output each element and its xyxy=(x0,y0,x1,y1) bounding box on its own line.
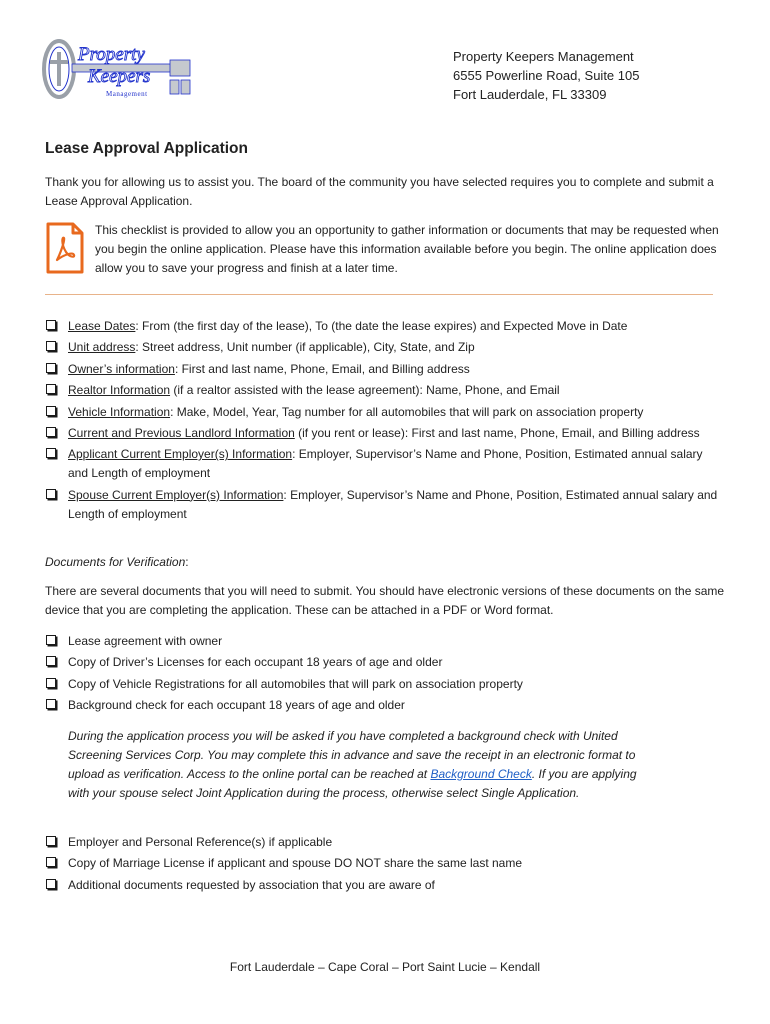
item-text: : First and last name, Phone, Email, and Billing address xyxy=(174,361,470,376)
additional-documents-checklist xyxy=(45,833,725,897)
pdf-file-icon xyxy=(45,222,85,274)
city-state-zip: Fort Lauderdale, FL 33309 xyxy=(453,87,607,102)
divider xyxy=(45,294,713,295)
checklist-item xyxy=(45,403,725,422)
item-label: Lease Dates xyxy=(68,319,136,333)
page-title: Lease Approval Application xyxy=(45,140,248,157)
checklist-item xyxy=(45,696,725,715)
item-label: Owner’s information xyxy=(68,361,175,376)
item-label: Realtor Information xyxy=(68,383,171,398)
item-label: Current and Previous Landlord Information xyxy=(68,425,295,440)
checkbox-icon[interactable] xyxy=(46,678,56,688)
documents-checklist xyxy=(45,632,725,718)
item-text: Additional documents requested by association that you are aware of xyxy=(68,877,435,892)
information-checklist xyxy=(45,317,725,526)
company-name: Property Keepers Management xyxy=(453,49,634,64)
checkbox-icon[interactable] xyxy=(46,656,56,666)
item-text: Copy of Vehicle Registrations for all automobiles that will park on association property xyxy=(68,676,523,691)
checkbox-icon[interactable] xyxy=(46,489,56,499)
checklist-item xyxy=(45,854,725,873)
item-text: : Make, Model, Year, Tag number for all automobiles that will park on association property xyxy=(170,404,644,419)
logo-text-keepers: Keepers xyxy=(88,66,151,87)
logo-text-management: Management xyxy=(106,90,148,98)
item-text: Background check for each occupant 18 years of age and older xyxy=(68,698,405,713)
intro-paragraph: Thank you for allowing us to assist you. The board of the community you have selected requires you to complete and submit a Lease Approval Application. xyxy=(45,175,714,208)
item-label: Vehicle Information xyxy=(68,404,171,419)
checkbox-icon[interactable] xyxy=(46,857,56,867)
checklist-item xyxy=(45,360,725,379)
checkbox-icon[interactable] xyxy=(46,363,56,373)
checklist-item xyxy=(45,876,725,895)
checkbox-icon[interactable] xyxy=(46,384,56,394)
item-text: Lease agreement with owner xyxy=(68,634,223,648)
item-text: (if a realtor assisted with the lease agreement): Name, Phone, and Email xyxy=(170,383,560,398)
item-label: Unit address xyxy=(68,340,136,355)
item-text: : Employer, Supervisor’s Name and Phone, Position, Estimated annual salary and Length of employment xyxy=(68,447,703,481)
checkbox-icon[interactable] xyxy=(46,341,56,351)
item-label: Applicant Current Employer(s) Information xyxy=(68,447,293,462)
item-text: : Street address, Unit number (if applicable), City, State, and Zip xyxy=(135,340,475,355)
checkbox-icon[interactable] xyxy=(46,406,56,416)
item-text: : Employer, Supervisor’s Name and Phone, Position, Estimated annual salary and Length of employment xyxy=(68,487,718,521)
checklist-item xyxy=(45,424,725,443)
checklist-item xyxy=(45,486,725,524)
item-label: Spouse Current Employer(s) Information xyxy=(68,487,284,502)
documents-heading: Documents for Verification: xyxy=(45,555,189,569)
checklist-item xyxy=(45,445,725,483)
property-keepers-logo xyxy=(42,38,194,102)
checkbox-icon[interactable] xyxy=(46,635,56,645)
checkbox-icon[interactable] xyxy=(46,320,56,330)
background-check-link[interactable]: Background Check xyxy=(430,767,532,781)
footer-locations: Fort Lauderdale – Cape Coral – Port Saint Lucie – Kendall xyxy=(229,960,541,974)
checklist-item xyxy=(45,675,725,694)
item-text: (if you rent or lease): First and last name, Phone, Email, and Billing address xyxy=(294,425,700,440)
item-text: Employer and Personal Reference(s) if applicable xyxy=(68,835,333,849)
checklist-item xyxy=(45,317,725,336)
checklist-item xyxy=(45,653,725,672)
item-text: Copy of Driver’s Licenses for each occupant 18 years of age and older xyxy=(68,655,443,670)
checkbox-icon[interactable] xyxy=(46,836,56,846)
item-text: Copy of Marriage License if applicant and spouse DO NOT share the same last name xyxy=(68,856,523,871)
company-address xyxy=(453,47,639,104)
documents-intro: There are several documents that you will need to submit. You should have electronic versions of these documents on the same device that you are completing the application. These can be attached in a PDF or Word format. xyxy=(45,584,725,617)
checklist-item xyxy=(45,833,725,852)
background-check-note: During the application process you will be asked if you have completed a background check with United Screening Services Corp. You may complete this in advance and save the receipt in an electronic format to upload as verification. Access to the online portal can be reached at Background Check. If you are applying with your spouse select Joint Application during the process, otherwise select Single Application. xyxy=(68,729,637,800)
checkbox-icon[interactable] xyxy=(46,699,56,709)
checklist-item xyxy=(45,381,725,400)
checkbox-icon[interactable] xyxy=(46,879,56,889)
checklist-item xyxy=(45,338,725,357)
checklist-note: This checklist is provided to allow you an opportunity to gather information or documents that may be requested when you begin the online application. Please have this information available before you begin. The online application does allow you to save your progress and finish at a later time. xyxy=(95,223,719,275)
checklist-item xyxy=(45,632,725,651)
logo-text-property: Property xyxy=(78,44,145,65)
checkbox-icon[interactable] xyxy=(46,448,56,458)
street-address: 6555 Powerline Road, Suite 105 xyxy=(453,68,640,83)
item-text: : From (the first day of the lease), To (the date the lease expires) and Expected Move in Date xyxy=(135,319,628,333)
checkbox-icon[interactable] xyxy=(46,427,56,437)
